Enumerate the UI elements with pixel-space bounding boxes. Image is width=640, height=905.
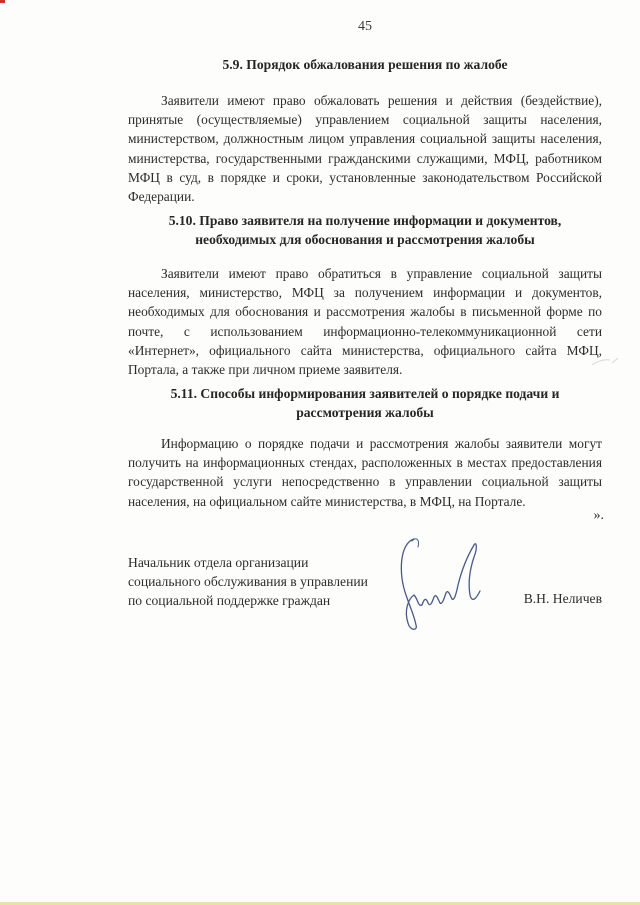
scan-corner-mark: [0, 0, 5, 3]
signer-name: В.Н. Неличев: [523, 591, 602, 606]
faint-pencil-mark: [590, 355, 620, 369]
section-5-9-paragraph: Заявители имеют право обжаловать решения и действия (бездействие), принятые (осуществляемые) управлением социальной защиты населения, министерством, должностным лицом управления социальной защиты населения, министерства, государственными гражданскими служащими, МФЦ, работником МФЦ в суд, в порядке и сроки, установленные законодательством Российской Федерации.: [128, 93, 602, 205]
handwritten-signature: [394, 533, 490, 633]
section-5-11-title: [128, 384, 602, 422]
section-5-10-paragraph: Заявители имеют право обратиться в управление социальной защиты населения, министерство, МФЦ за получением информации и документов, необходимых для обоснования и рассмотрения жалобы в письменной форме по почте, с использованием информационно-телекоммуникационной сети «Интернет», официального сайта министерства, официального сайта МФЦ, Портала, а также при личном приеме заявителя.: [128, 266, 602, 378]
closing-quote: ».: [593, 508, 604, 523]
section-title-line: 5.11. Способы информирования заявителей о порядке подачи и: [170, 386, 560, 401]
section-title-line: 5.10. Право заявителя на получение информации и документов,: [168, 213, 562, 228]
section-title-line: рассмотрения жалобы: [296, 405, 434, 420]
section-5-9-title: [128, 55, 602, 74]
signer-position-line: социального обслуживания в управлении: [128, 574, 368, 589]
section-title-line: 5.9. Порядок обжалования решения по жалобе: [222, 57, 508, 72]
signer-position: [128, 553, 388, 610]
section-5-10-title: [128, 211, 602, 249]
page-number: 45: [358, 19, 372, 34]
section-5-11-paragraph: Информацию о порядке подачи и рассмотрения жалобы заявители могут получить на информационных стендах, расположенных в местах предоставления государственной услуги непосредственно в управлении социальной защиты населения, на официальном сайте министерства, в МФЦ, на Портале.: [128, 436, 602, 509]
section-title-line: необходимых для обоснования и рассмотрения жалобы: [195, 232, 535, 247]
signer-position-line: по социальной поддержке граждан: [128, 593, 331, 608]
signer-position-line: Начальник отдела организации: [128, 555, 309, 570]
